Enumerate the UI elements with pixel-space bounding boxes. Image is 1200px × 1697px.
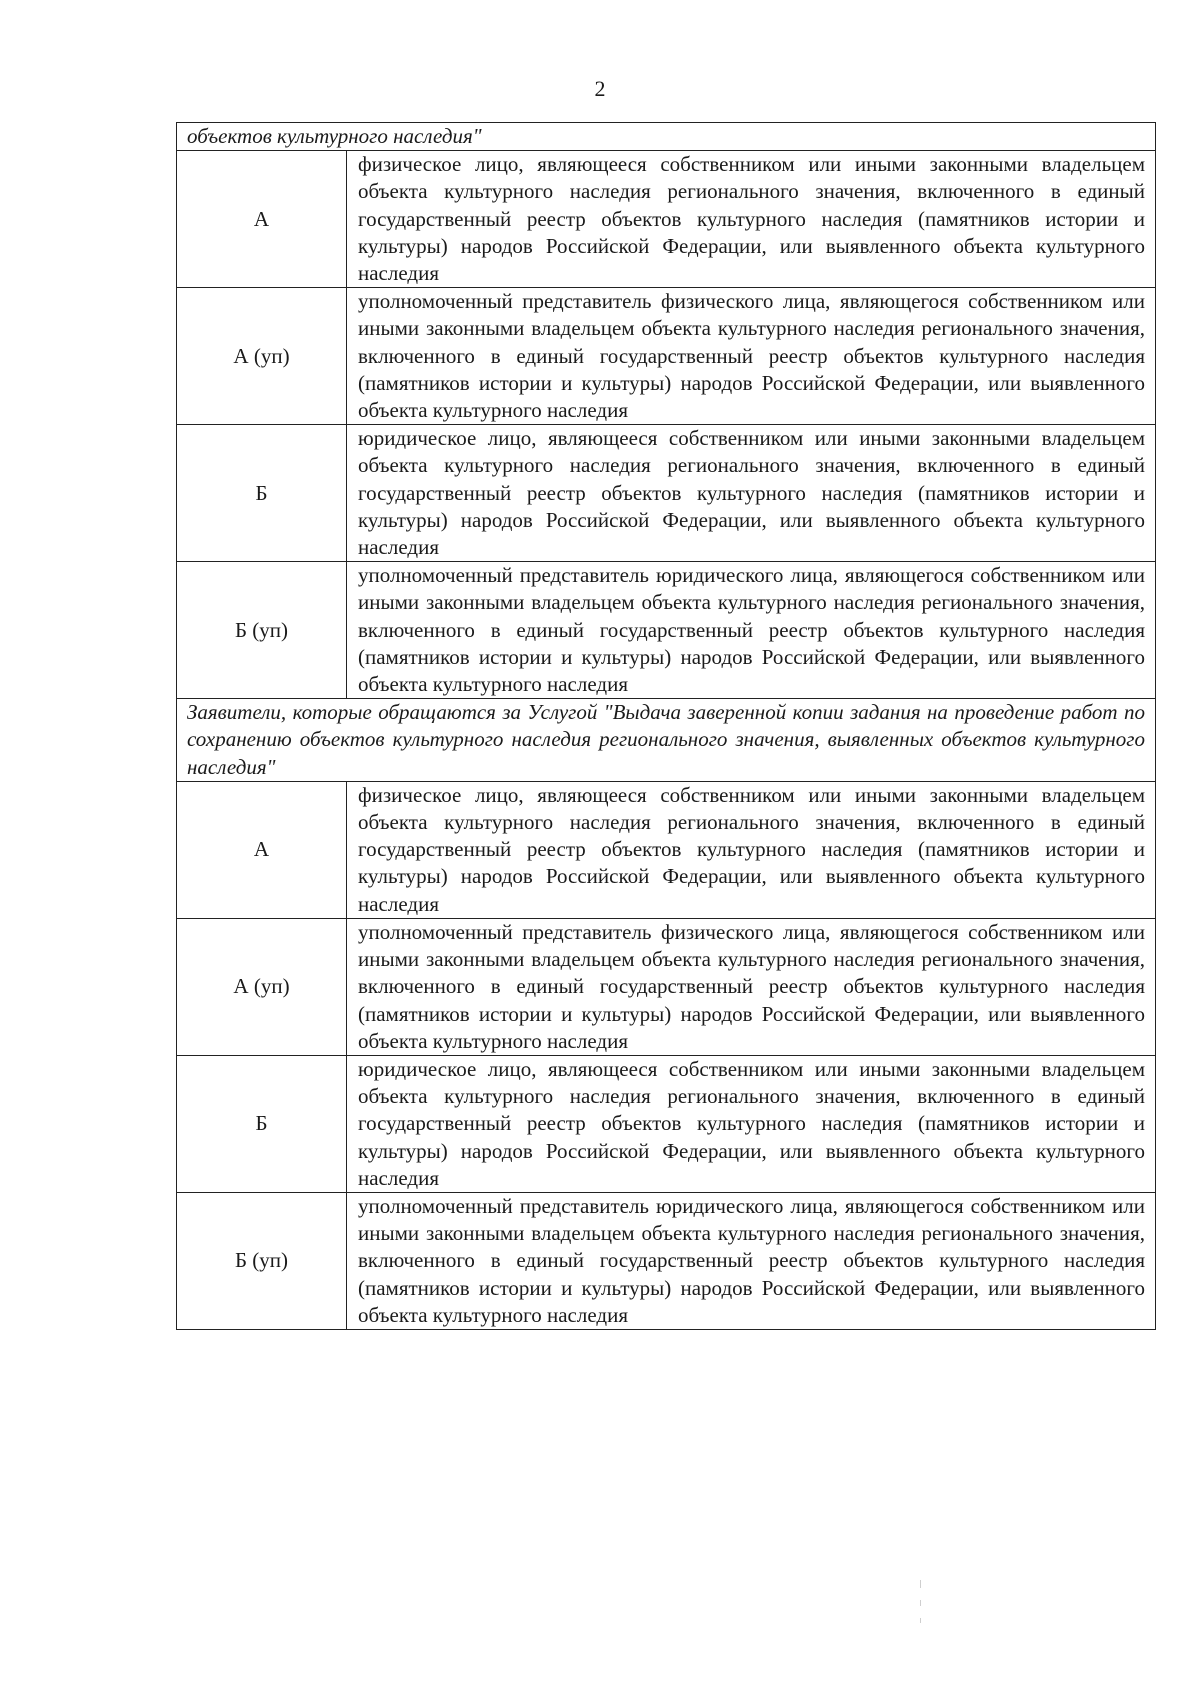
applicant-code: Б (177, 425, 347, 562)
table-row (177, 1055, 1156, 1192)
applicant-description: юридическое лицо, являющееся собственником или иными законными владельцем объекта культурного наследия регионального значения, включенного в единый государственный реестр объектов культурного наследия (памятников истории и культуры) народов Российской Федерации, или выявленного объекта культурного наследия (347, 1055, 1156, 1192)
section-header-row (177, 123, 1156, 151)
table-row (177, 781, 1156, 918)
table-row (177, 1192, 1156, 1329)
scan-artifact (920, 1618, 921, 1623)
applicant-description: уполномоченный представитель юридического лица, являющегося собственником или иными законными владельцем объекта культурного наследия регионального значения, включенного в единый государственный реестр объектов культурного наследия (памятников истории и культуры) народов Российской Федерации, или выявленного объекта культурного наследия (347, 1192, 1156, 1329)
table-row (177, 425, 1156, 562)
applicant-description: уполномоченный представитель физического лица, являющегося собственником или иными законными владельцем объекта культурного наследия регионального значения, включенного в единый государственный реестр объектов культурного наследия (памятников истории и культуры) народов Российской Федерации, или выявленного объекта культурного наследия (347, 288, 1156, 425)
applicant-description: уполномоченный представитель физического лица, являющегося собственником или иными законными владельцем объекта культурного наследия регионального значения, включенного в единый государственный реестр объектов культурного наследия (памятников истории и культуры) народов Российской Федерации, или выявленного объекта культурного наследия (347, 918, 1156, 1055)
table-row (177, 918, 1156, 1055)
applicant-code: Б (уп) (177, 1192, 347, 1329)
section-header-row (177, 699, 1156, 782)
scan-artifact (920, 1580, 921, 1588)
scan-artifact (920, 1600, 921, 1606)
page-number: 2 (594, 76, 606, 101)
applicant-description: физическое лицо, являющееся собственником или иными законными владельцем объекта культурного наследия регионального значения, включенного в единый государственный реестр объектов культурного наследия (памятников истории и культуры) народов Российской Федерации, или выявленного объекта культурного наследия (347, 151, 1156, 288)
applicant-code: А (177, 781, 347, 918)
applicants-table (176, 122, 1156, 1330)
applicant-code: А (уп) (177, 918, 347, 1055)
applicant-code: Б (177, 1055, 347, 1192)
table-row (177, 562, 1156, 699)
applicant-code: А (уп) (177, 288, 347, 425)
section-title: Заявители, которые обращаются за Услугой "Выдача заверенной копии задания на проведение работ по сохранению объектов культурного наследия регионального значения, выявленных объектов культурного наследия" (177, 699, 1156, 782)
section-title: объектов культурного наследия" (177, 123, 1156, 151)
applicant-code: А (177, 151, 347, 288)
table-row (177, 151, 1156, 288)
applicant-description: физическое лицо, являющееся собственником или иными законными владельцем объекта культурного наследия регионального значения, включенного в единый государственный реестр объектов культурного наследия (памятников истории и культуры) народов Российской Федерации, или выявленного объекта культурного наследия (347, 781, 1156, 918)
applicant-description: уполномоченный представитель юридического лица, являющегося собственником или иными законными владельцем объекта культурного наследия регионального значения, включенного в единый государственный реестр объектов культурного наследия (памятников истории и культуры) народов Российской Федерации, или выявленного объекта культурного наследия (347, 562, 1156, 699)
applicant-code: Б (уп) (177, 562, 347, 699)
table-row (177, 288, 1156, 425)
applicant-description: юридическое лицо, являющееся собственником или иными законными владельцем объекта культурного наследия регионального значения, включенного в единый государственный реестр объектов культурного наследия (памятников истории и культуры) народов Российской Федерации, или выявленного объекта культурного наследия (347, 425, 1156, 562)
